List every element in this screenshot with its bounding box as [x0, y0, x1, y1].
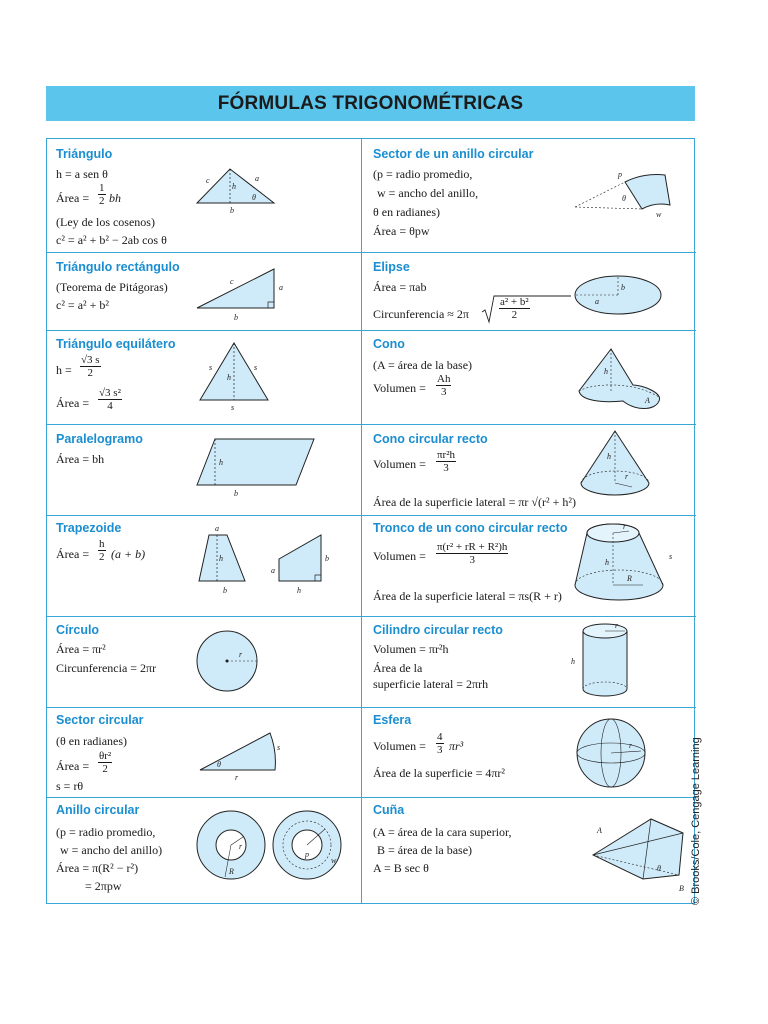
cell-title: Triángulo [56, 147, 113, 161]
area-label: Área = [56, 547, 90, 561]
formula-line: A = B sec θ [373, 861, 429, 875]
formula-line: Área = πr² [56, 642, 106, 656]
label-theta: θ [622, 194, 626, 203]
cone-figure [573, 341, 673, 421]
label-b: b [621, 283, 625, 292]
fraction: $\frac{\text{√3 s²}}{4}$ [99, 387, 121, 412]
label-a: a [215, 524, 219, 533]
equilateral-figure [195, 338, 275, 416]
formula-line: superficie lateral = 2πrh [373, 677, 489, 691]
formula-line: c² = a² + b² [56, 298, 109, 312]
wedge-figure [587, 809, 687, 895]
label-b: b [230, 206, 234, 215]
formula-tail: bh [109, 191, 121, 205]
formula-line: Área = bh [56, 452, 105, 466]
label-a: a [279, 283, 283, 292]
row-divider [47, 616, 361, 617]
parallelogram-figure [192, 433, 327, 503]
label-r: r [615, 621, 619, 630]
frustum-figure [573, 519, 683, 611]
formula-line: Área = πab [373, 280, 427, 294]
label-r: r [239, 842, 243, 851]
ring-sector-shape [625, 174, 670, 209]
fraction: $\frac{\text{θr²}}{2}$ [99, 750, 112, 775]
annulus-figure [195, 807, 345, 883]
cell-title: Tronco de un cono circular recto [373, 521, 568, 535]
label-h: h [219, 554, 223, 563]
label-p: p [305, 850, 309, 859]
row-divider [47, 252, 361, 253]
radical-sign [481, 295, 495, 325]
area-label: Área = [56, 191, 90, 205]
wedge-shape [593, 819, 683, 879]
formula-tail: πr³ [449, 739, 464, 753]
formula-line: Área de la [373, 661, 423, 675]
label-theta: θ [217, 760, 221, 769]
formula-line: Circunferencia = 2πr [56, 661, 157, 675]
row-divider [361, 616, 696, 617]
formula-line: (Teorema de Pitágoras) [56, 280, 168, 294]
volume-label: Volumen = [373, 457, 426, 471]
formula-line: s = rθ [56, 779, 84, 793]
cell-title: Cono [373, 337, 405, 351]
row-divider [361, 424, 696, 425]
formula-line: θ en radianes) [373, 205, 441, 219]
label-c: c [206, 176, 210, 185]
formula-line: B = área de la base) [377, 843, 473, 857]
row-divider [361, 330, 696, 331]
cell-title: Triángulo equilátero [56, 337, 176, 351]
label-b-right: b [325, 554, 329, 563]
fraction: $\frac{1}{2}$ [99, 182, 105, 207]
label-s: s [277, 743, 281, 752]
formula-line: w = ancho del anillo, [377, 186, 479, 200]
label-s-right: s [254, 363, 258, 372]
row-divider [47, 797, 361, 798]
title-banner [46, 86, 695, 121]
row-divider [47, 424, 361, 425]
circumference-label: Circunferencia ≈ 2π [373, 307, 469, 321]
volume-label: Volumen = [373, 549, 426, 563]
label-r: r [235, 773, 239, 782]
trapezoid-figure [187, 523, 337, 603]
label-p: p [618, 170, 622, 179]
label-w: w [331, 856, 337, 865]
label-s: s [669, 552, 673, 561]
label-h: h [607, 452, 611, 461]
formula-line: Área = π(R² − r²) [56, 861, 139, 875]
row-divider [361, 515, 696, 516]
label-theta: θ [252, 193, 256, 202]
row-divider [47, 515, 361, 516]
sphere-figure [573, 717, 653, 791]
row-divider [361, 252, 696, 253]
formula-line: (p = radio promedio, [56, 825, 156, 839]
label-h: h [219, 458, 223, 467]
cell-title: Círculo [56, 623, 100, 637]
label-a: a [595, 297, 599, 306]
formula-line: Área de la superficie lateral = πs(R + r) [373, 589, 562, 603]
area-label: Área = [56, 759, 90, 773]
area-label: Área = [56, 396, 90, 410]
cell-title: Triángulo rectángulo [56, 260, 180, 274]
formula-line: (θ en radianes) [56, 734, 128, 748]
formula-line: w = ancho del anillo) [60, 843, 163, 857]
formula-line: (A = área de la cara superior, [373, 825, 512, 839]
cell-title: Anillo circular [56, 803, 140, 817]
radius-line [575, 207, 642, 209]
label-r: r [239, 650, 243, 659]
fraction: $\frac{h}{2}$ [99, 538, 105, 563]
cell-title: Trapezoide [56, 521, 122, 535]
label-A: A [645, 396, 650, 405]
right-triangle-figure [192, 264, 292, 324]
formula-line: = 2πpw [85, 879, 122, 893]
right-cone-figure [577, 427, 667, 507]
label-r: r [625, 472, 629, 481]
formula-line: Área de la superficie lateral = πr √(r² + h²) [373, 495, 576, 509]
label-h-right: h [297, 586, 301, 595]
label-h: h [232, 182, 236, 191]
cylinder-figure [567, 619, 647, 709]
label-b: b [234, 489, 238, 498]
cell-title: Esfera [373, 713, 412, 727]
ellipse-figure [573, 270, 668, 320]
fraction: $\frac{\text{a² + b²}}{2}$ [500, 296, 529, 321]
volume-label: Volumen = [373, 381, 426, 395]
label-R: R [229, 867, 234, 876]
page-title: FÓRMULAS TRIGONOMÉTRICAS [217, 92, 524, 114]
cell-title: Paralelogramo [56, 432, 143, 446]
label-B: B [679, 884, 684, 893]
formula-line: (Ley de los cosenos) [56, 215, 155, 229]
formula-line: Volumen = πr²h [373, 642, 449, 656]
right-trapezoid-shape [279, 535, 321, 581]
row-divider [47, 330, 361, 331]
label-s-bottom: s [231, 403, 235, 412]
label-theta: θ [657, 864, 661, 873]
label-A: A [597, 826, 602, 835]
cylinder-body [583, 631, 627, 696]
parallelogram-shape [197, 439, 314, 485]
label-s: s [209, 363, 213, 372]
radius-line [575, 182, 625, 207]
formula-line: Área de la superficie = 4πr² [373, 766, 506, 780]
circle-figure [195, 629, 261, 695]
sector-figure [195, 724, 290, 784]
cell-title: Cuña [373, 803, 405, 817]
formula-line: h = a sen θ [56, 167, 108, 181]
formula-line: Área = θpw [373, 224, 430, 238]
fraction: $\frac{√3 s}{2}$ [81, 354, 100, 379]
copyright-notice: © Brooks/Cole, Cengage Learning [690, 737, 702, 905]
label-a: a [255, 174, 259, 183]
label-h: h [571, 657, 575, 666]
cell-title: Cono circular recto [373, 432, 488, 446]
column-divider [361, 139, 362, 903]
formula-line: c² = a² + b² − 2ab cos θ [56, 233, 167, 247]
label-h: h [227, 373, 231, 382]
label-a-right: a [271, 566, 275, 575]
cell-title: Cilindro circular recto [373, 623, 503, 637]
fraction: $\frac{4}{3}$ [437, 731, 443, 756]
triangle-shape [197, 269, 274, 308]
fraction: $\frac{\text{π(r² + rR + R²)h}}{3}$ [437, 541, 508, 566]
h-label: h = [56, 363, 72, 377]
fraction: $\frac{Ah}{3}$ [437, 373, 451, 398]
cell-title: Elipse [373, 260, 410, 274]
label-b: b [223, 586, 227, 595]
cell-title: Sector circular [56, 713, 144, 727]
label-h: h [605, 558, 609, 567]
triangle-figure [192, 163, 282, 223]
label-r: r [629, 741, 633, 750]
label-h: h [604, 367, 608, 376]
volume-label: Volumen = [373, 739, 426, 753]
formula-line: (p = radio promedio, [373, 167, 473, 181]
label-r: r [623, 522, 627, 531]
sector-shape [200, 733, 275, 770]
fraction: $\frac{\text{πr²h}}{3}$ [437, 449, 456, 474]
formula-grid [46, 138, 695, 904]
row-divider [361, 797, 696, 798]
label-R: R [627, 574, 632, 583]
row-divider [47, 707, 361, 708]
label-b: b [234, 313, 238, 322]
label-w: w [656, 210, 662, 219]
ring-sector-figure [570, 167, 690, 222]
cell-title: Sector de un anillo circular [373, 147, 534, 161]
formula-line: (A = área de la base) [373, 358, 473, 372]
label-c: c [230, 277, 234, 286]
formula-tail: (a + b) [111, 547, 146, 561]
